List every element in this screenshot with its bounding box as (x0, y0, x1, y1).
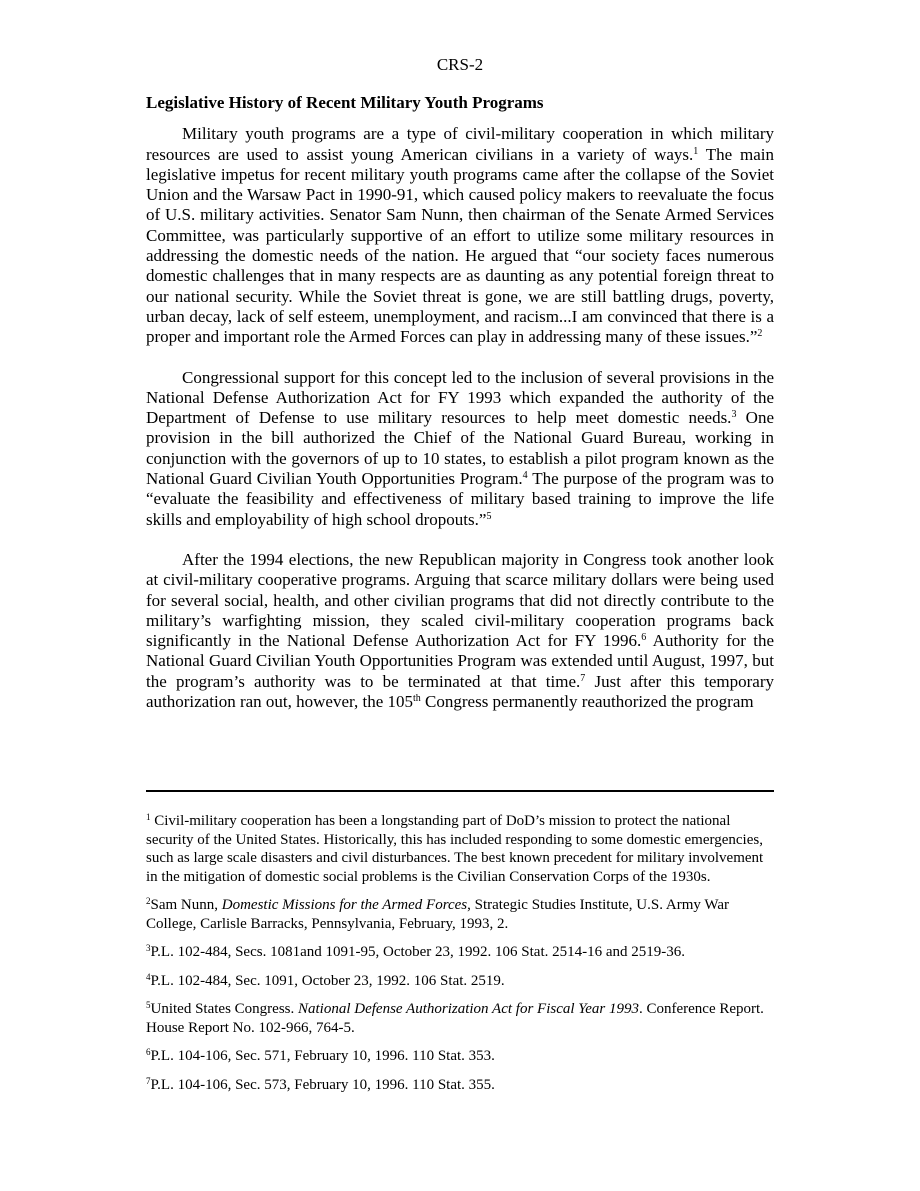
footnote-text: , Strategic Studies Institute, U.S. Army War College, Carlisle Barracks, Pennsylvania, February, 1993, 2. (146, 897, 729, 932)
ordinal-suffix: th (413, 693, 421, 705)
footnote-1 (146, 812, 778, 886)
footnote-text: Civil-military cooperation has been a longstanding part of DoD’s mission to protect the national security of the United States. Historically, this has included responding to some domestic emergencies, such as large scale disasters and civil disturbances. The best known precedent for military involvement in the mitigation of domestic social problems is the Civilian Conservation Corps of the 1930s. (146, 813, 764, 885)
page-header: CRS-2 (436, 55, 484, 74)
footnote-6 (146, 1047, 778, 1066)
main-content (146, 93, 774, 712)
footnote-5 (146, 1000, 778, 1037)
paragraph-2 (146, 368, 774, 530)
footnote-number: 6 (146, 1047, 151, 1057)
footnote-2 (146, 896, 778, 933)
section-heading: Legislative History of Recent Military Youth Programs (146, 93, 544, 112)
paragraph-3 (146, 550, 774, 712)
footnote-text: P.L. 104-106, Sec. 571, February 10, 1996. 110 Stat. 353. (150, 1048, 495, 1064)
footnote-number: 1 (146, 812, 151, 822)
footnote-text: P.L. 102-484, Secs. 1081and 1091-95, October 23, 1992. 106 Stat. 2514-16 and 2519-36. (150, 944, 686, 960)
paragraph-text: Just after this temporary authorization ran out, however, the 105 (146, 671, 774, 712)
footnote-ref-1: 1 (693, 145, 699, 157)
footnote-ref-2: 2 (757, 328, 763, 340)
footnote-3 (146, 943, 778, 962)
paragraph-text: The purpose of the program was to “evaluate the feasibility and effectiveness of military based training to improve the life skills and employability of high school dropouts.” (146, 469, 774, 529)
footnote-text: P.L. 102-484, Sec. 1091, October 23, 1992. 106 Stat. 2519. (150, 972, 505, 989)
paragraph-text: The main legislative impetus for recent military youth programs came after the collapse of the Soviet Union and the Warsaw Pact in 1990-91, which caused policy makers to reevaluate the focus of U.S. military activities. Senator Sam Nunn, then chairman of the Senate Armed Services Committee, was particularly supportive of an effort to utilize some military resources in addressing the domestic needs of the nation. He argued that “our society faces numerous domestic challenges that in many respects are as daunting as any potential foreign threat to our national security. While the Soviet threat is gone, we are still battling drugs, poverty, urban decay, lack of self esteem, unemployment, and racism...I am convinced that there is a proper and important role the Armed Forces can play in addressing many of these issues.” (146, 144, 774, 347)
footnote-number: 7 (146, 1075, 151, 1086)
paragraph-text: After the 1994 elections, the new Republican majority in Congress took another look at civil-military cooperative programs. Arguing that scarce military dollars were being used for several social, health, and other civilian programs that did not directly contribute to the military’s warfighting mission, they scaled civil-military cooperation programs back significantly in the National Defense Authorization Act for FY 1996. (146, 549, 774, 651)
footnote-7 (146, 1076, 778, 1095)
paragraph-text: One provision in the bill authorized the Chief of the National Guard Bureau, working in conjunction with the governors of up to 10 states, to establish a pilot program known as the National Guard Civilian Youth Opportunities Program. (146, 408, 774, 489)
footnote-ref-3: 3 (731, 409, 737, 421)
footnotes (146, 812, 778, 1104)
footnote-ref-7: 7 (580, 672, 586, 684)
footnote-number: 2 (146, 896, 151, 906)
paragraph-1 (146, 124, 774, 347)
paragraph-text: Military youth programs are a type of civil-military cooperation in which military resources are used to assist young American civilians in a variety of ways. (146, 124, 774, 164)
footnote-4 (146, 972, 778, 991)
footnote-divider (146, 790, 774, 792)
footnote-ref-4: 4 (522, 470, 528, 482)
paragraph-text: Congressional support for this concept led to the inclusion of several provisions in the National Defense Authorization Act for FY 1993 which expanded the authority of the Department of Defense to use military resources to help meet domestic needs. (146, 367, 774, 428)
footnote-ref-5: 5 (486, 510, 492, 522)
footnote-text: United States Congress. (150, 1001, 298, 1017)
paragraph-text: Congress permanently reauthorized the program (420, 692, 754, 712)
footnote-ref-6: 6 (641, 632, 647, 644)
footnote-title: Domestic Missions for the Armed Forces (221, 897, 468, 913)
footnote-text: Sam Nunn, (150, 897, 222, 913)
footnote-text: . Conference Report. House Report No. 102-966, 764-5. (146, 1001, 764, 1036)
footnote-number: 4 (146, 971, 151, 982)
footnote-text: P.L. 104-106, Sec. 573, February 10, 1996. 110 Stat. 355. (150, 1076, 495, 1093)
footnote-number: 3 (146, 943, 151, 953)
footnote-title: National Defense Authorization Act for Fiscal Year 1993 (298, 1001, 639, 1017)
footnote-number: 5 (146, 1000, 151, 1010)
paragraph-text: Authority for the National Guard Civilian Youth Opportunities Program was extended until August, 1997, but the program’s authority was to be terminated at that time. (146, 631, 774, 691)
